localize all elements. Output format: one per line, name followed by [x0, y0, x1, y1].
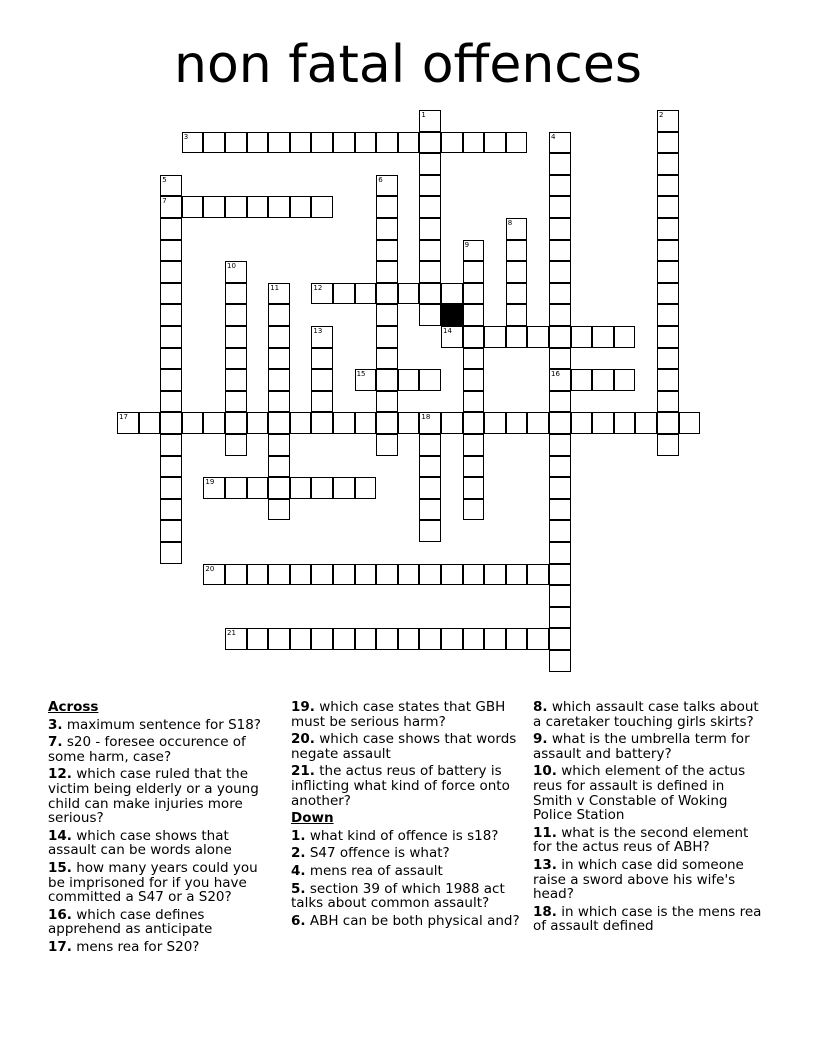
grid-cell[interactable] [268, 391, 290, 413]
grid-cell[interactable] [311, 628, 333, 650]
grid-cell[interactable] [376, 369, 398, 391]
grid-cell[interactable] [527, 326, 549, 348]
grid-cell[interactable] [376, 196, 398, 218]
grid-cell[interactable] [203, 564, 225, 586]
grid-cell[interactable] [376, 132, 398, 154]
grid-cell[interactable] [463, 326, 485, 348]
clue-across-3: 3. maximum sentence for S18? [48, 716, 261, 733]
clue-across-19: 19. which case states that GBH must be serious harm? [291, 699, 506, 730]
grid-cell[interactable] [160, 283, 182, 305]
clue-down-5: 5. section 39 of which 1988 act talks about common assault? [291, 880, 505, 912]
grid-cell[interactable] [506, 628, 528, 650]
grid-cell[interactable] [290, 132, 312, 154]
grid-cell[interactable] [441, 326, 463, 348]
clue-down-18: 18. in which case is the mens rea of assault defined [533, 903, 762, 935]
grid-cell[interactable] [419, 412, 441, 434]
grid-cell[interactable] [160, 391, 182, 413]
block-cell [441, 304, 463, 326]
clue-down-10: 10. which element of the actus reus for assault is defined in Smith v Constable of Woking Police Station [533, 763, 746, 824]
grid-cell[interactable] [506, 240, 528, 262]
clue-across-21: 21. the actus reus of battery is inflicting what kind of force onto another? [291, 763, 510, 809]
grid-cell[interactable] [484, 564, 506, 586]
grid-cell[interactable] [419, 369, 441, 391]
grid-cell[interactable] [376, 283, 398, 305]
clue-down-13: 13. in which case did someone raise a sword above his wife's head? [533, 856, 744, 903]
grid-cell[interactable] [463, 261, 485, 283]
grid-cell[interactable] [463, 283, 485, 305]
grid-cell[interactable] [506, 261, 528, 283]
grid-cell[interactable] [419, 564, 441, 586]
grid-cell[interactable] [290, 477, 312, 499]
grid-cell[interactable] [139, 412, 161, 434]
grid-cell[interactable] [571, 369, 593, 391]
grid-cell[interactable] [225, 412, 247, 434]
grid-cell[interactable] [311, 283, 333, 305]
grid-cell[interactable] [376, 218, 398, 240]
grid-cell[interactable] [268, 628, 290, 650]
clue-down-9: 9. what is the umbrella term for assault and battery? [533, 731, 750, 762]
grid-cell[interactable] [225, 304, 247, 326]
clue-down-2: 2. S47 offence is what? [291, 845, 450, 862]
grid-cell[interactable] [657, 304, 679, 326]
clues-column-2 [291, 700, 523, 931]
grid-cell[interactable] [549, 628, 571, 650]
grid-cell[interactable] [311, 412, 333, 434]
grid-cell[interactable] [419, 196, 441, 218]
grid-cell[interactable] [182, 412, 204, 434]
grid-cell[interactable] [657, 412, 679, 434]
grid-cell[interactable] [355, 283, 377, 305]
clue-down-4: 4. mens rea of assault [291, 862, 443, 879]
grid-cell[interactable] [225, 564, 247, 586]
grid-cell[interactable] [463, 304, 485, 326]
grid-cell[interactable] [419, 132, 441, 154]
grid-cell[interactable] [376, 304, 398, 326]
grid-cell[interactable] [419, 240, 441, 262]
grid-cell[interactable] [160, 175, 182, 197]
grid-cell[interactable] [203, 196, 225, 218]
grid-cell[interactable] [398, 283, 420, 305]
clue-across-12: 12. which case ruled that the victim being elderly or a young child can make injuries more serious? [48, 766, 259, 827]
grid-cell[interactable] [484, 628, 506, 650]
grid-cell[interactable] [203, 412, 225, 434]
grid-cell[interactable] [419, 283, 441, 305]
clue-number-17: 17 [119, 413, 128, 422]
grid-cell[interactable] [549, 196, 571, 218]
clue-number-15: 15 [356, 370, 366, 379]
grid-cell[interactable] [657, 283, 679, 305]
grid-cell[interactable] [419, 153, 441, 175]
grid-cell[interactable] [376, 564, 398, 586]
grid-cell[interactable] [549, 607, 571, 629]
grid-cell[interactable] [463, 348, 485, 370]
grid-cell[interactable] [311, 196, 333, 218]
grid-cell[interactable] [160, 348, 182, 370]
grid-cell[interactable] [160, 520, 182, 542]
clue-number-3: 3 [183, 132, 189, 141]
grid-cell[interactable] [225, 477, 247, 499]
grid-cell[interactable] [549, 326, 571, 348]
grid-cell[interactable] [549, 283, 571, 305]
grid-cell[interactable] [268, 132, 290, 154]
grid-cell[interactable] [160, 456, 182, 478]
grid-cell[interactable] [311, 564, 333, 586]
grid-cell[interactable] [160, 477, 182, 499]
grid-cell[interactable] [311, 132, 333, 154]
clue-across-20: 20. which case shows that words negate assault [291, 731, 517, 762]
grid-cell[interactable] [247, 477, 269, 499]
grid-cell[interactable] [160, 240, 182, 262]
grid-cell[interactable] [549, 304, 571, 326]
grid-cell[interactable] [657, 153, 679, 175]
grid-cell[interactable] [398, 369, 420, 391]
grid-cell[interactable] [506, 412, 528, 434]
clue-down-11: 11. what is the second element for the actus reus of ABH? [533, 824, 749, 856]
grid-cell[interactable] [333, 412, 355, 434]
grid-cell[interactable] [398, 412, 420, 434]
grid-cell[interactable] [376, 348, 398, 370]
clues-column-3 [533, 700, 765, 937]
grid-cell[interactable] [549, 499, 571, 521]
grid-cell[interactable] [657, 326, 679, 348]
grid-cell[interactable] [484, 132, 506, 154]
grid-cell[interactable] [225, 132, 247, 154]
grid-cell[interactable] [268, 456, 290, 478]
grid-cell[interactable] [463, 412, 485, 434]
clue-number-6: 6 [378, 175, 383, 184]
grid-cell[interactable] [398, 628, 420, 650]
grid-cell[interactable] [311, 391, 333, 413]
grid-cell[interactable] [160, 499, 182, 521]
grid-cell[interactable] [268, 196, 290, 218]
clue-across-17: 17. mens rea for S20? [48, 938, 200, 955]
clue-number-9: 9 [464, 240, 470, 249]
grid-cell[interactable] [549, 175, 571, 197]
grid-cell[interactable] [614, 412, 636, 434]
grid-cell[interactable] [549, 585, 571, 607]
clue-down-6: 6. ABH can be both physical and? [291, 912, 520, 929]
grid-cell[interactable] [679, 412, 701, 434]
grid-cell[interactable] [376, 628, 398, 650]
grid-cell[interactable] [614, 369, 636, 391]
grid-cell[interactable] [549, 456, 571, 478]
clue-number-20: 20 [205, 564, 215, 573]
grid-cell[interactable] [549, 564, 571, 586]
grid-cell[interactable] [333, 564, 355, 586]
grid-cell[interactable] [225, 348, 247, 370]
grid-cell[interactable] [182, 196, 204, 218]
grid-cell[interactable] [549, 218, 571, 240]
clue-number-1: 1 [421, 111, 426, 119]
grid-cell[interactable] [225, 196, 247, 218]
grid-cell[interactable] [657, 240, 679, 262]
grid-cell[interactable] [333, 132, 355, 154]
grid-cell[interactable] [441, 628, 463, 650]
grid-cell[interactable] [614, 326, 636, 348]
clue-across-7: 7. s20 - foresee occurence of some harm, case? [48, 734, 246, 765]
grid-cell[interactable] [463, 132, 485, 154]
grid-cell[interactable] [355, 477, 377, 499]
grid-cell[interactable] [268, 477, 290, 499]
grid-cell[interactable] [225, 628, 247, 650]
grid-cell[interactable] [441, 412, 463, 434]
grid-cell[interactable] [419, 456, 441, 478]
grid-cell[interactable] [441, 564, 463, 586]
clue-number-19: 19 [205, 478, 215, 487]
grid-cell[interactable] [657, 196, 679, 218]
grid-cell[interactable] [290, 628, 312, 650]
grid-cell[interactable] [268, 304, 290, 326]
clue-number-7: 7 [162, 197, 167, 206]
grid-cell[interactable] [203, 132, 225, 154]
grid-cell[interactable] [117, 412, 139, 434]
clue-down-8: 8. which assault case talks about a caretaker touching girls skirts? [533, 699, 759, 730]
grid-cell[interactable] [376, 326, 398, 348]
grid-cell[interactable] [311, 348, 333, 370]
grid-cell[interactable] [657, 261, 679, 283]
grid-cell[interactable] [225, 283, 247, 305]
grid-cell[interactable] [203, 477, 225, 499]
across-heading: Across [48, 699, 99, 715]
grid-cell[interactable] [160, 196, 182, 218]
grid-cell[interactable] [333, 628, 355, 650]
clue-number-14: 14 [443, 327, 452, 335]
grid-cell[interactable] [355, 564, 377, 586]
grid-cell[interactable] [355, 132, 377, 154]
grid-cell[interactable] [268, 412, 290, 434]
grid-cell[interactable] [657, 434, 679, 456]
grid-cell[interactable] [441, 283, 463, 305]
grid-cell[interactable] [376, 434, 398, 456]
grid-cell[interactable] [463, 391, 485, 413]
grid-cell[interactable] [160, 412, 182, 434]
grid-cell[interactable] [463, 628, 485, 650]
grid-cell[interactable] [419, 218, 441, 240]
grid-cell[interactable] [463, 240, 485, 262]
clue-number-18: 18 [421, 413, 431, 422]
clue-number-21: 21 [227, 629, 236, 638]
grid-cell[interactable] [160, 218, 182, 240]
grid-cell[interactable] [657, 132, 679, 154]
grid-cell[interactable] [657, 369, 679, 391]
grid-cell[interactable] [549, 240, 571, 262]
grid-cell[interactable] [592, 369, 614, 391]
clue-number-13: 13 [313, 327, 323, 335]
grid-cell[interactable] [247, 132, 269, 154]
grid-cell[interactable] [160, 369, 182, 391]
clue-number-4: 4 [551, 132, 556, 141]
grid-cell[interactable] [182, 132, 204, 154]
grid-cell[interactable] [268, 434, 290, 456]
grid-cell[interactable] [506, 304, 528, 326]
clues-column-1 [48, 700, 276, 958]
page-title: non fatal offences [174, 35, 642, 95]
grid-cell[interactable] [549, 477, 571, 499]
grid-cell[interactable] [160, 326, 182, 348]
grid-cell[interactable] [247, 412, 269, 434]
grid-cell[interactable] [441, 132, 463, 154]
grid-cell[interactable] [463, 477, 485, 499]
clue-number-2: 2 [659, 111, 664, 119]
grid-cell[interactable] [419, 175, 441, 197]
grid-cell[interactable] [592, 412, 614, 434]
grid-cell[interactable] [549, 650, 571, 672]
down-heading: Down [291, 810, 334, 827]
grid-cell[interactable] [398, 132, 420, 154]
grid-cell[interactable] [549, 261, 571, 283]
grid-cell[interactable] [506, 218, 528, 240]
grid-cell[interactable] [376, 240, 398, 262]
grid-cell[interactable] [225, 261, 247, 283]
grid-cell[interactable] [419, 434, 441, 456]
grid-cell[interactable] [268, 369, 290, 391]
clue-number-11: 11 [270, 283, 280, 292]
grid-cell[interactable] [247, 628, 269, 650]
grid-cell[interactable] [657, 218, 679, 240]
grid-cell[interactable] [592, 326, 614, 348]
grid-cell[interactable] [311, 326, 333, 348]
grid-cell[interactable] [549, 434, 571, 456]
grid-cell[interactable] [657, 348, 679, 370]
grid-cell[interactable] [160, 434, 182, 456]
grid-cell[interactable] [268, 326, 290, 348]
grid-cell[interactable] [657, 391, 679, 413]
grid-cell[interactable] [225, 391, 247, 413]
grid-cell[interactable] [333, 477, 355, 499]
grid-cell[interactable] [333, 283, 355, 305]
grid-cell[interactable] [247, 564, 269, 586]
grid-cell[interactable] [355, 628, 377, 650]
grid-cell[interactable] [657, 110, 679, 132]
grid-cell[interactable] [549, 412, 571, 434]
grid-cell[interactable] [463, 456, 485, 478]
grid-cell[interactable] [376, 412, 398, 434]
grid-cell[interactable] [635, 412, 657, 434]
grid-cell[interactable] [419, 110, 441, 132]
grid-cell[interactable] [419, 477, 441, 499]
clue-across-16: 16. which case defines apprehend as anticipate [48, 906, 213, 938]
grid-cell[interactable] [463, 434, 485, 456]
grid-cell[interactable] [160, 304, 182, 326]
grid-cell[interactable] [419, 520, 441, 542]
grid-cell[interactable] [376, 391, 398, 413]
grid-cell[interactable] [290, 196, 312, 218]
grid-cell[interactable] [268, 283, 290, 305]
grid-cell[interactable] [506, 283, 528, 305]
grid-cell[interactable] [160, 542, 182, 564]
grid-cell[interactable] [484, 326, 506, 348]
clue-number-8: 8 [507, 219, 513, 227]
grid-cell[interactable] [419, 499, 441, 521]
clue-across-14: 14. which case shows that assault can be words alone [48, 827, 232, 859]
grid-cell[interactable] [419, 261, 441, 283]
grid-cell[interactable] [160, 261, 182, 283]
grid-cell[interactable] [571, 326, 593, 348]
grid-cell[interactable] [657, 175, 679, 197]
grid-cell[interactable] [268, 564, 290, 586]
grid-cell[interactable] [225, 369, 247, 391]
grid-cell[interactable] [355, 412, 377, 434]
grid-cell[interactable] [549, 391, 571, 413]
grid-cell[interactable] [484, 412, 506, 434]
grid-cell[interactable] [549, 520, 571, 542]
grid-cell[interactable] [355, 369, 377, 391]
grid-cell[interactable] [463, 499, 485, 521]
grid-cell[interactable] [268, 348, 290, 370]
grid-cell[interactable] [311, 477, 333, 499]
grid-cell[interactable] [506, 326, 528, 348]
grid-cell[interactable] [506, 132, 528, 154]
clue-number-5: 5 [162, 175, 167, 184]
grid-cell[interactable] [290, 564, 312, 586]
clue-number-10: 10 [227, 262, 236, 271]
grid-cell[interactable] [247, 196, 269, 218]
grid-cell[interactable] [398, 564, 420, 586]
grid-cell[interactable] [268, 499, 290, 521]
clue-down-1: 1. what kind of offence is s18? [291, 827, 499, 844]
grid-cell[interactable] [311, 369, 333, 391]
clue-across-15: 15. how many years could you be imprisoned for if you have committed a S47 or a S20? [48, 859, 258, 906]
grid-cell[interactable] [549, 348, 571, 370]
grid-cell[interactable] [419, 304, 441, 326]
grid-cell[interactable] [549, 542, 571, 564]
grid-cell[interactable] [527, 564, 549, 586]
grid-cell[interactable] [419, 628, 441, 650]
grid-cell[interactable] [290, 412, 312, 434]
grid-cell[interactable] [376, 261, 398, 283]
clue-number-12: 12 [313, 283, 323, 292]
grid-cell[interactable] [225, 326, 247, 348]
grid-cell[interactable] [549, 132, 571, 154]
clue-number-16: 16 [551, 370, 560, 379]
grid-cell[interactable] [506, 564, 528, 586]
grid-cell[interactable] [549, 369, 571, 391]
grid-cell[interactable] [225, 434, 247, 456]
grid-cell[interactable] [376, 175, 398, 197]
grid-cell[interactable] [527, 412, 549, 434]
grid-cell[interactable] [463, 564, 485, 586]
grid-cell[interactable] [527, 628, 549, 650]
grid-cell[interactable] [549, 153, 571, 175]
grid-cell[interactable] [571, 412, 593, 434]
grid-cell[interactable] [463, 369, 485, 391]
